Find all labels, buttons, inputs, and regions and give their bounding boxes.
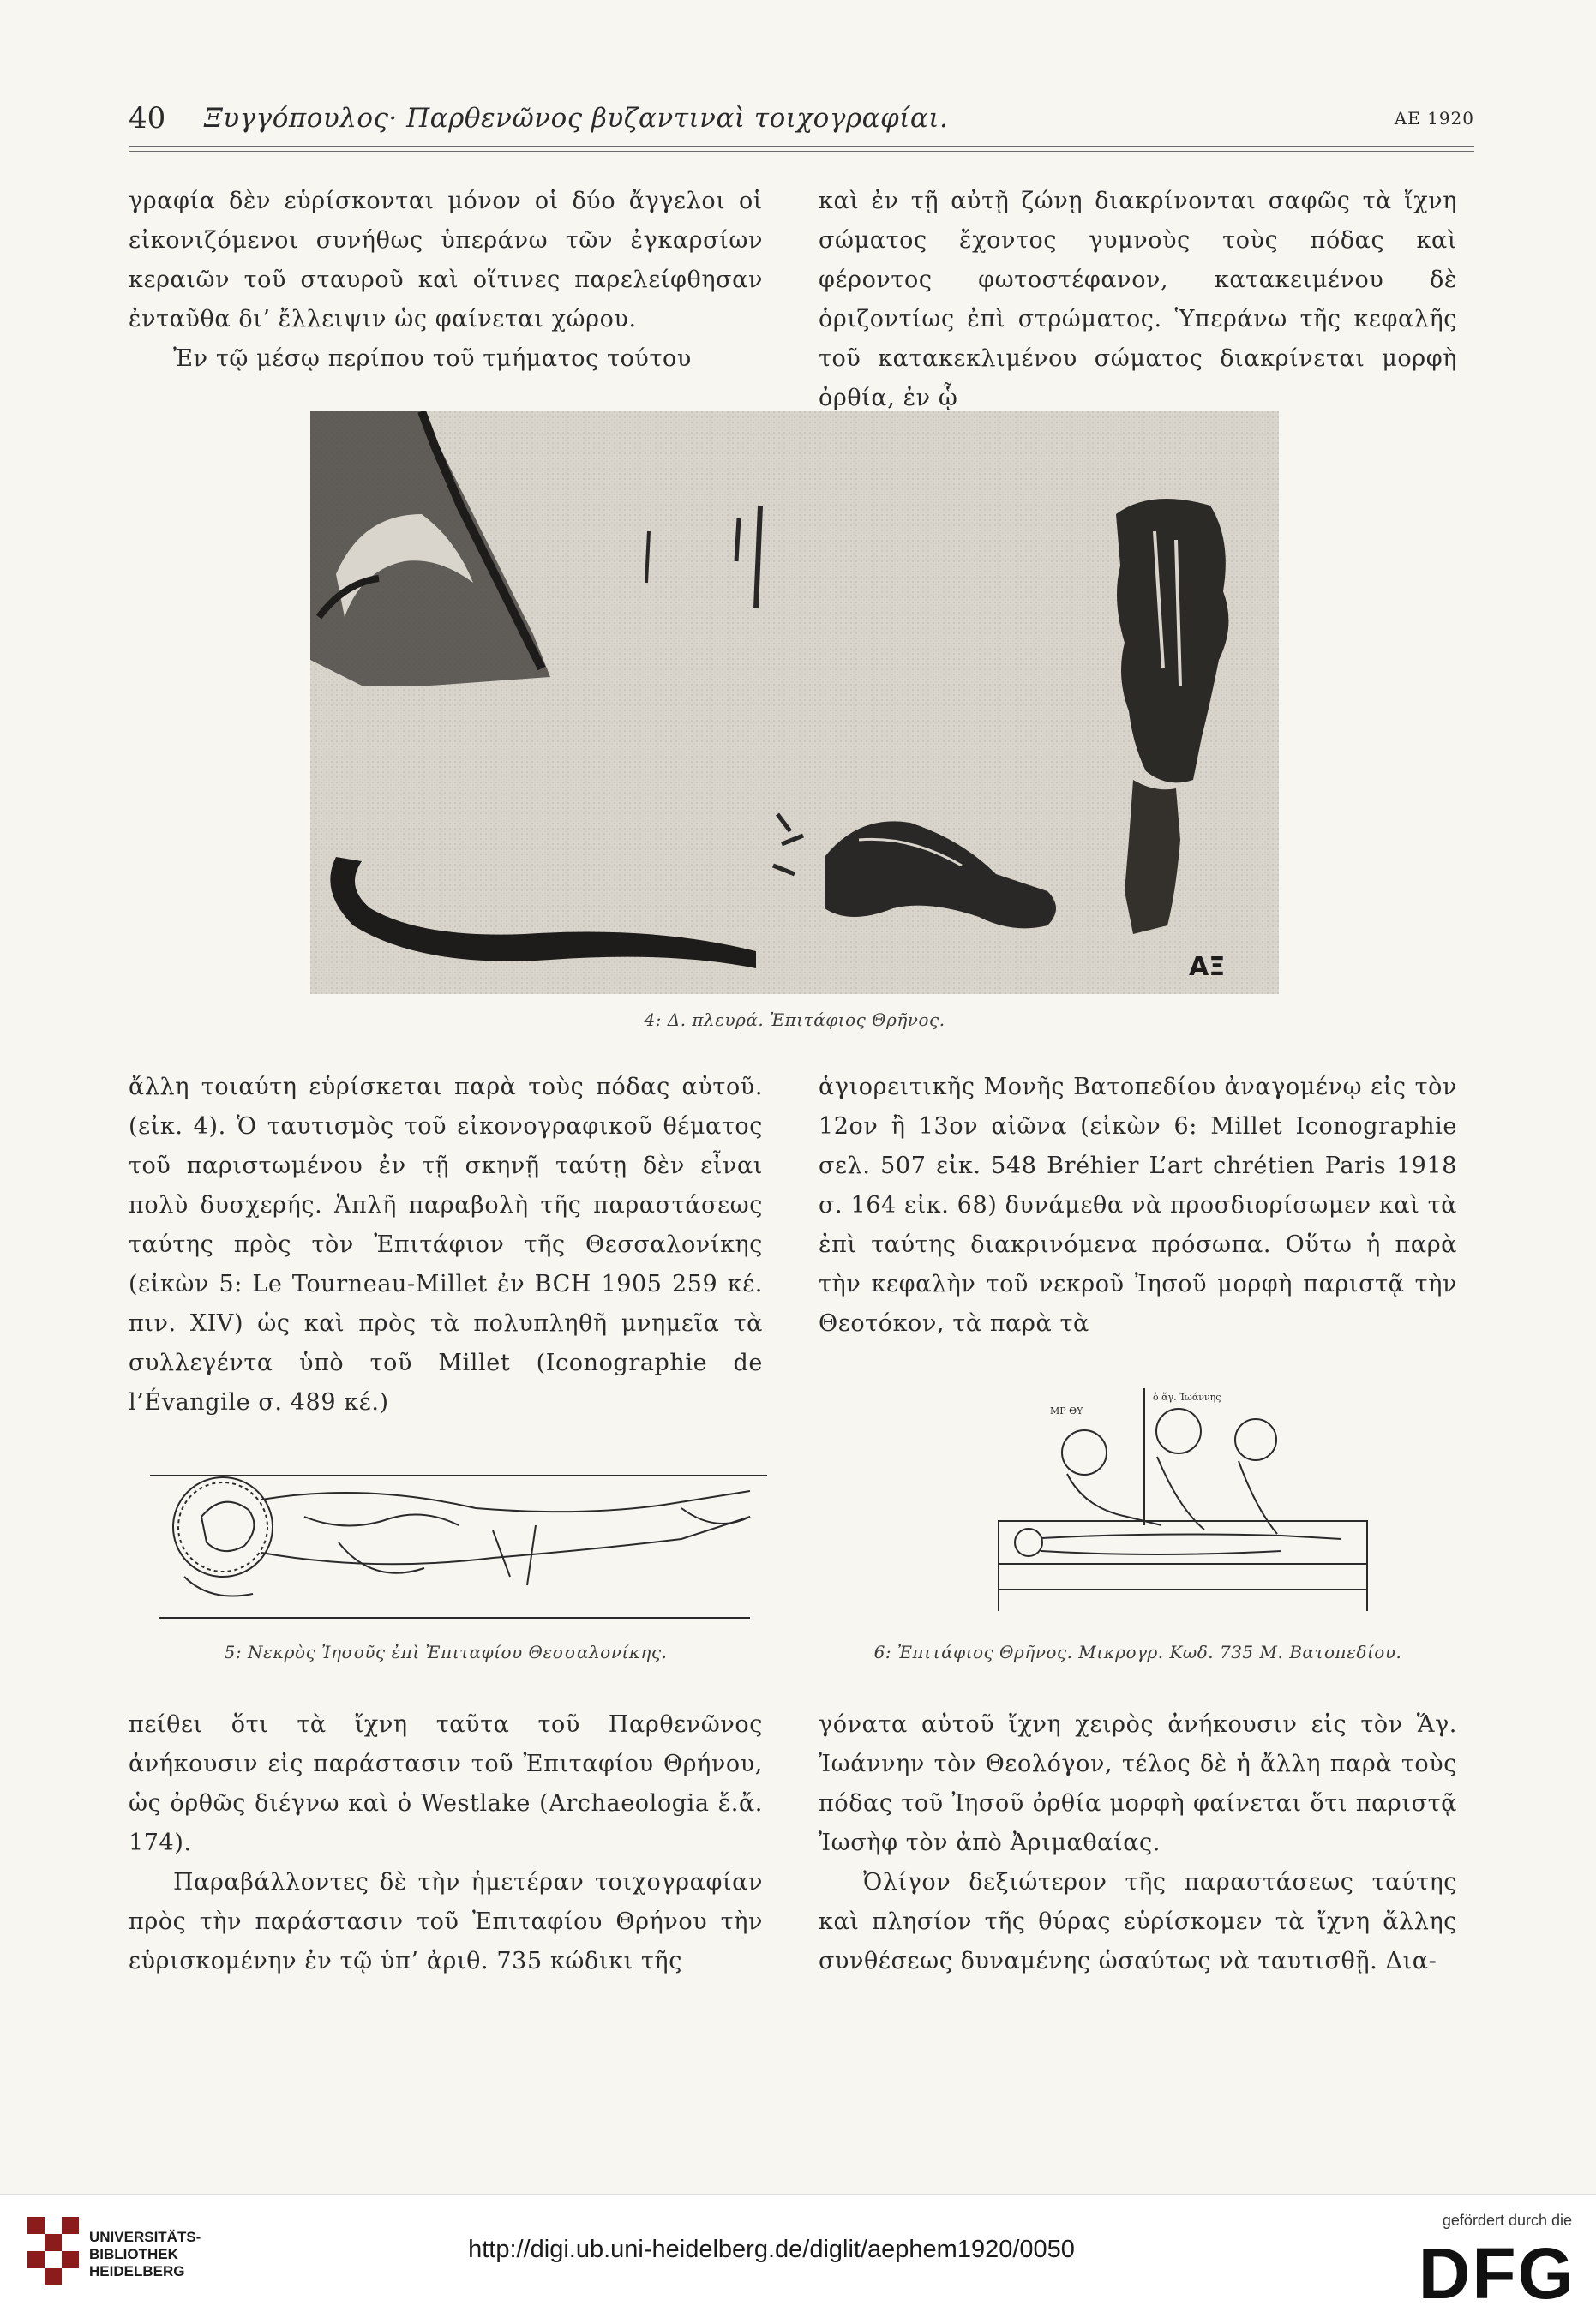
middle-left-column xyxy=(129,1068,763,1423)
paragraph: ἄλλη τοιαύτη εὑρίσκεται παρὰ τοὺς πόδας αὐτοῦ. (εἰκ. 4). Ὁ ταυτισμὸς τοῦ εἰκονογραφικοῦ θέματος τοῦ παριστωμένου ἐν τῇ σκηνῇ ταύτῃ δὲν εἶναι πολὺ δυσχερής. Ἁπλῆ παραβολὴ τῆς παραστάσεως ταύτης πρὸς τὸν Ἐπιτάφιον τῆς Θεσσαλονίκης (εἰκὼν 5: Le Tourneau-Millet ἐν BCH 1905 259 κέ. πιν. XIV) ὡς καὶ πρὸς τὰ πολυπληθῆ μνημεῖα τὰ συλλεγέντα ὑπὸ τοῦ Millet (Iconographie de l’Évangile σ. 489 κέ.) xyxy=(129,1074,763,1416)
library-name-line: HEIDELBERG xyxy=(89,2263,185,2279)
figure-4-photo xyxy=(310,411,1279,994)
figure-6-caption: 6: Ἐπιτάφιος Θρῆνος. Μικρογρ. Κωδ. 735 Μ. Βατοπεδίου. xyxy=(873,1642,1402,1662)
running-title: Ξυγγόπουλος· Παρθενῶνος βυζαντιναὶ τοιχογραφίαι. xyxy=(204,103,949,134)
middle-right-column xyxy=(819,1068,1457,1344)
figure-5-caption: 5: Νεκρὸς Ἰησοῦς ἐπὶ Ἐπιταφίου Θεσσαλονίκης. xyxy=(224,1642,668,1662)
paragraph: Ὀλίγον δεξιώτερον τῆς παραστάσεως ταύτης καὶ πλησίον τῆς θύρας εὑρίσκομεν τὰ ἴχνη ἄλλης συνθέσεως δυναμένης ὡσαύτως νὰ ταυτισθῇ. Δια- xyxy=(819,1869,1457,1974)
figure-6-drawing xyxy=(981,1380,1384,1620)
paragraph: γραφία δὲν εὑρίσκονται μόνον οἱ δύο ἄγγελοι οἱ εἰκονιζόμενοι συνήθως ὑπεράνω τῶν ἐγκαρσίων κεραιῶν τοῦ σταυροῦ καὶ οἵτινες παρελείφθησαν ἐνταῦθα δι’ ἔλλειψιν ὡς φαίνεται χώρου. xyxy=(129,188,763,332)
library-name xyxy=(89,2229,201,2280)
figure-5-drawing xyxy=(150,1457,767,1620)
bottom-right-column xyxy=(819,1705,1457,1981)
library-name-line: UNIVERSITÄTS- xyxy=(89,2229,201,2245)
library-name-line: BIBLIOTHEK xyxy=(89,2246,178,2262)
bottom-left-column xyxy=(129,1705,763,1981)
header-rule xyxy=(129,146,1474,147)
figure-4-caption: 4: Δ. πλευρά. Ἐπιτάφιος Θρῆνος. xyxy=(644,1009,945,1030)
paragraph: Ἐν τῷ μέσῳ περίπου τοῦ τμήματος τούτου xyxy=(173,345,692,372)
top-left-column xyxy=(129,182,763,379)
monogram: ΑΞ xyxy=(1189,952,1226,982)
dfg-logo: DFG xyxy=(1418,2233,1575,2314)
paragraph: πείθει ὅτι τὰ ἴχνη ταῦτα τοῦ Παρθενῶνος ἀνήκουσιν εἰς παράστασιν τοῦ Ἐπιταφίου Θρήνου, ὡς ὀρθῶς διέγνω καὶ ὁ Westlake (Archaeologia ἔ.ἄ. 174). xyxy=(129,1711,763,1856)
lamentation-miniature xyxy=(981,1380,1384,1620)
running-head xyxy=(129,101,1474,135)
permalink-url[interactable]: http://digi.ub.uni-heidelberg.de/diglit/aephem1920/0050 xyxy=(468,2236,1075,2263)
dead-christ-sketch xyxy=(150,1457,767,1620)
paragraph: ἁγιορειτικῆς Μονῆς Βατοπεδίου ἀναγομένῳ εἰς τὸν 12ον ἢ 13ον αἰῶνα (εἰκὼν 6: Millet Iconographie σελ. 507 εἰκ. 548 Bréhier L’art chrétien Paris 1918 σ. 164 εἰκ. 68) δυνάμεθα νὰ προσδιορίσωμεν καὶ τὰ ἐπὶ ταύτης διακρινόμενα πρόσωπα. Οὕτω ἡ παρὰ τὴν κεφαλὴν τοῦ νεκροῦ Ἰησοῦ μορφὴ παριστᾷ τὴν Θεοτόκον, τὰ παρὰ τὰ xyxy=(819,1074,1457,1337)
funding-text: gefördert durch die xyxy=(1442,2212,1572,2229)
paragraph: γόνατα αὐτοῦ ἴχνη χειρὸς ἀνήκουσιν εἰς τὸν Ἅγ. Ἰωάννην τὸν Θεολόγον, τέλος δὲ ἡ ἄλλη παρὰ τοὺς πόδας τοῦ Ἰησοῦ ὀρθία μορφὴ φαίνεται ὅτι παριστᾷ Ἰωσὴφ τὸν ἀπὸ Ἀριμαθαίας. xyxy=(819,1711,1457,1856)
journal-tag: ΑΕ 1920 xyxy=(1394,108,1474,129)
fresco-drawing xyxy=(310,411,1279,994)
header-rule-thin xyxy=(129,151,1474,152)
university-library-logo-icon xyxy=(27,2217,79,2285)
inscription-left: ΜΡ ΘΥ xyxy=(1050,1405,1083,1417)
inscription-right: ὁ ἅγ. Ἰωάννης xyxy=(1153,1392,1221,1403)
footer-bar xyxy=(0,2194,1596,2324)
page-number: 40 xyxy=(129,101,166,135)
top-right-column xyxy=(819,182,1457,418)
paragraph: καὶ ἐν τῇ αὐτῇ ζώνῃ διακρίνονται σαφῶς τὰ ἴχνη σώματος ἔχοντος γυμνοὺς τοὺς πόδας καὶ φέροντος φωτοστέφανον, κατακειμένου δὲ ὁριζοντίως ἐπὶ στρώματος. Ὑπεράνω τῆς κεφαλῆς τοῦ κατακεκλιμένου σώματος διακρίνεται μορφὴ ὀρθία, ἐν ᾧ xyxy=(819,188,1457,411)
paragraph: Παραβάλλοντες δὲ τὴν ἡμετέραν τοιχογραφίαν πρὸς τὴν παράστασιν τοῦ Ἐπιταφίου Θρήνου τὴν εὑρισκομένην ἐν τῷ ὑπ’ ἀριθ. 735 κώδικι τῆς xyxy=(129,1869,763,1974)
